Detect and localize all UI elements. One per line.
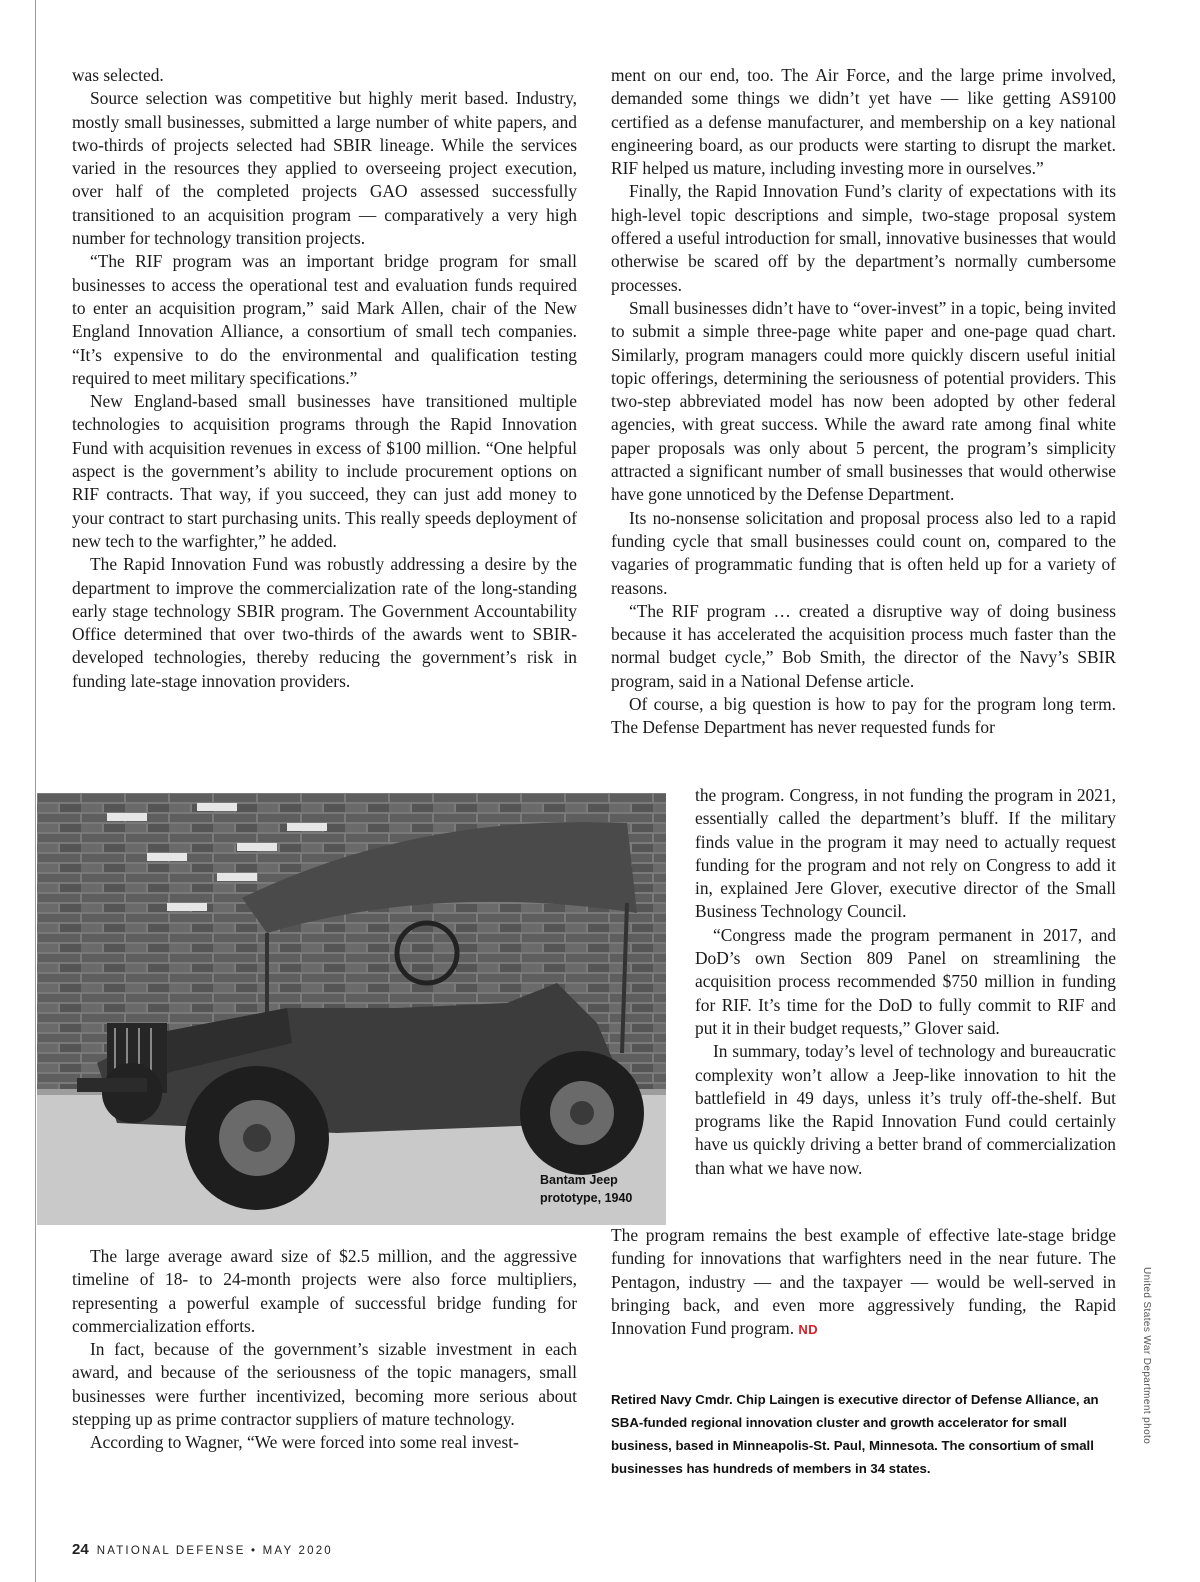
photo-credit: United States War Department photo: [1141, 1267, 1152, 1445]
page-footer: [72, 1540, 333, 1560]
paragraph: According to Wagner, “We were forced into some real invest-: [90, 1432, 519, 1453]
paragraph: The Rapid Innovation Fund was robustly addressing a desire by the department to improve the commercialization rate of the long-standing early stage technology SBIR program. The Government Accountability Office determined that over two-thirds of the awards went to SBIR-developed technologies, thereby reducing the government’s risk in funding late-stage innovation providers.: [72, 554, 577, 691]
paragraph: [611, 1224, 1116, 1341]
paragraph: Its no-nonsense solicitation and proposal process also led to a rapid funding cycle that small businesses could count on, compared to the vagaries of programmatic funding that is often held up for a variety of reasons.: [611, 507, 1116, 598]
jeep-photo: [37, 793, 666, 1225]
paragraph: Finally, the Rapid Innovation Fund’s clarity of expectations with its high-level topic descriptions and simple, two-stage proposal system offered a useful introduction for small, innovative businesses that would otherwise be scared off by the department’s normally cumbersome processes.: [611, 181, 1116, 295]
end-mark: ND: [798, 1322, 819, 1338]
page-margin-rule: [35, 0, 36, 1582]
paragraph: In fact, because of the government’s sizable investment in each award, and because of the seriousness of the topic managers, small businesses were further incentivized, becoming more serious about stepping up as prime contractor suppliers of mature technology.: [72, 1339, 577, 1430]
paragraph: was selected.: [72, 65, 164, 85]
paragraph: Small businesses didn’t have to “over-invest” in a topic, being invited to submit a simple three-page white paper and one-page quad chart. Similarly, program managers could more quickly discern useful initial topic offerings, determining the seriousness of potential providers. This two-step abbreviated model has now been adopted by other federal agencies, with great success. While the award rate among final white paper proposals was only about 5 percent, the program’s simplicity attracted a significant number of small businesses that would otherwise have gone unnoticed by the Defense Department.: [611, 297, 1116, 505]
page-number: 24: [72, 1541, 89, 1558]
paragraph: Source selection was competitive but highly merit based. Industry, mostly small businesses, submitted a large number of white papers, and two-thirds of projects selected had SBIR lineage. While the services varied in the resources they applied to overseeing project execution, over half of the completed projects GAO assessed successfully transitioned to an acquisition program — comparatively a very high number for technology transition projects.: [72, 88, 577, 249]
right-column-top: [611, 64, 1116, 740]
paragraph: New England-based small businesses have transitioned multiple technologies to acquisition programs through the Rapid Innovation Fund with acquisition revenues in excess of $100 million. “One helpful aspect is the government’s ability to include procurement options on RIF contracts. That way, if you succeed, they can just add money to your contract to start purchasing units. This really speeds deployment of new tech to the warfighter,” he added.: [72, 391, 577, 551]
closing-text: The program remains the best example of effective late-stage bridge funding for innovations that warfighters need in the near future. The Pentagon, industry — and the taxpayer — would be well-served in bringing back, and even more aggressively funding, the Rapid Innovation Fund program.: [611, 1225, 1116, 1339]
paragraph: “The RIF program … created a disruptive way of doing business because it has accelerated the acquisition process much faster than the normal budget cycle,” Bob Smith, the director of the Navy’s SBIR program, said in a National Defense article.: [611, 600, 1116, 691]
paragraph: “The RIF program was an important bridge program for small businesses to access the operational test and evaluation funds required to enter an acquisition program,” said Mark Allen, chair of the New England Innovation Alliance, a consortium of small tech companies. “It’s expensive to do the environmental and qualification testing required to meet military specifications.”: [72, 251, 577, 388]
left-column-bottom: [72, 1245, 577, 1455]
right-column-narrow: [695, 784, 1116, 1180]
paragraph: the program. Congress, in not funding the program in 2021, essentially called the department’s bluff. If the military finds value in the program it may need to actually request funding for the program and not rely on Congress to add it in, explained Jere Glover, executive director of the Small Business Technology Council.: [695, 785, 1116, 922]
photo-caption: Bantam Jeep prototype, 1940: [540, 1173, 633, 1205]
paragraph: “Congress made the program permanent in 2017, and DoD’s own Section 809 Panel on streamlining the acquisition process recommended $750 million in funding for RIF. It’s time for the DoD to fully commit to RIF and put it in their budget requests,” Glover said.: [695, 924, 1116, 1038]
publication-line: NATIONAL DEFENSE • MAY 2020: [96, 1545, 333, 1557]
paragraph: The large average award size of $2.5 million, and the aggressive timeline of 18- to 24-month projects were also force multipliers, representing a powerful example of successful bridge funding for commercialization efforts.: [72, 1246, 577, 1336]
author-bio: Retired Navy Cmdr. Chip Laingen is executive director of Defense Alliance, an SBA-funded regional innovation cluster and growth accelerator for small business, based in Minneapolis-St. Paul, Minnesota. The consortium of small businesses has hundreds of members in 34 states.: [611, 1392, 1099, 1476]
paragraph: In summary, today’s level of technology and bureaucratic complexity won’t allow a Jeep-like innovation to hit the battlefield in 49 days, unless it’s truly off-the-shelf. But programs like the Rapid Innovation Fund could certainly have us quickly driving a better brand of commercialization than what we have now.: [695, 1041, 1116, 1178]
paragraph: ment on our end, too. The Air Force, and the large prime involved, demanded some things we didn’t yet have — like getting AS9100 certified as a defense manufacturer, and membership on a key national engineering board, as our products were starting to disrupt the market. RIF helped us mature, including investing more in ourselves.”: [611, 65, 1116, 179]
right-column-bottom: [611, 1224, 1116, 1341]
left-column-top: [72, 64, 577, 693]
paragraph: Of course, a big question is how to pay for the program long term. The Defense Department has never requested funds for: [611, 694, 1116, 738]
